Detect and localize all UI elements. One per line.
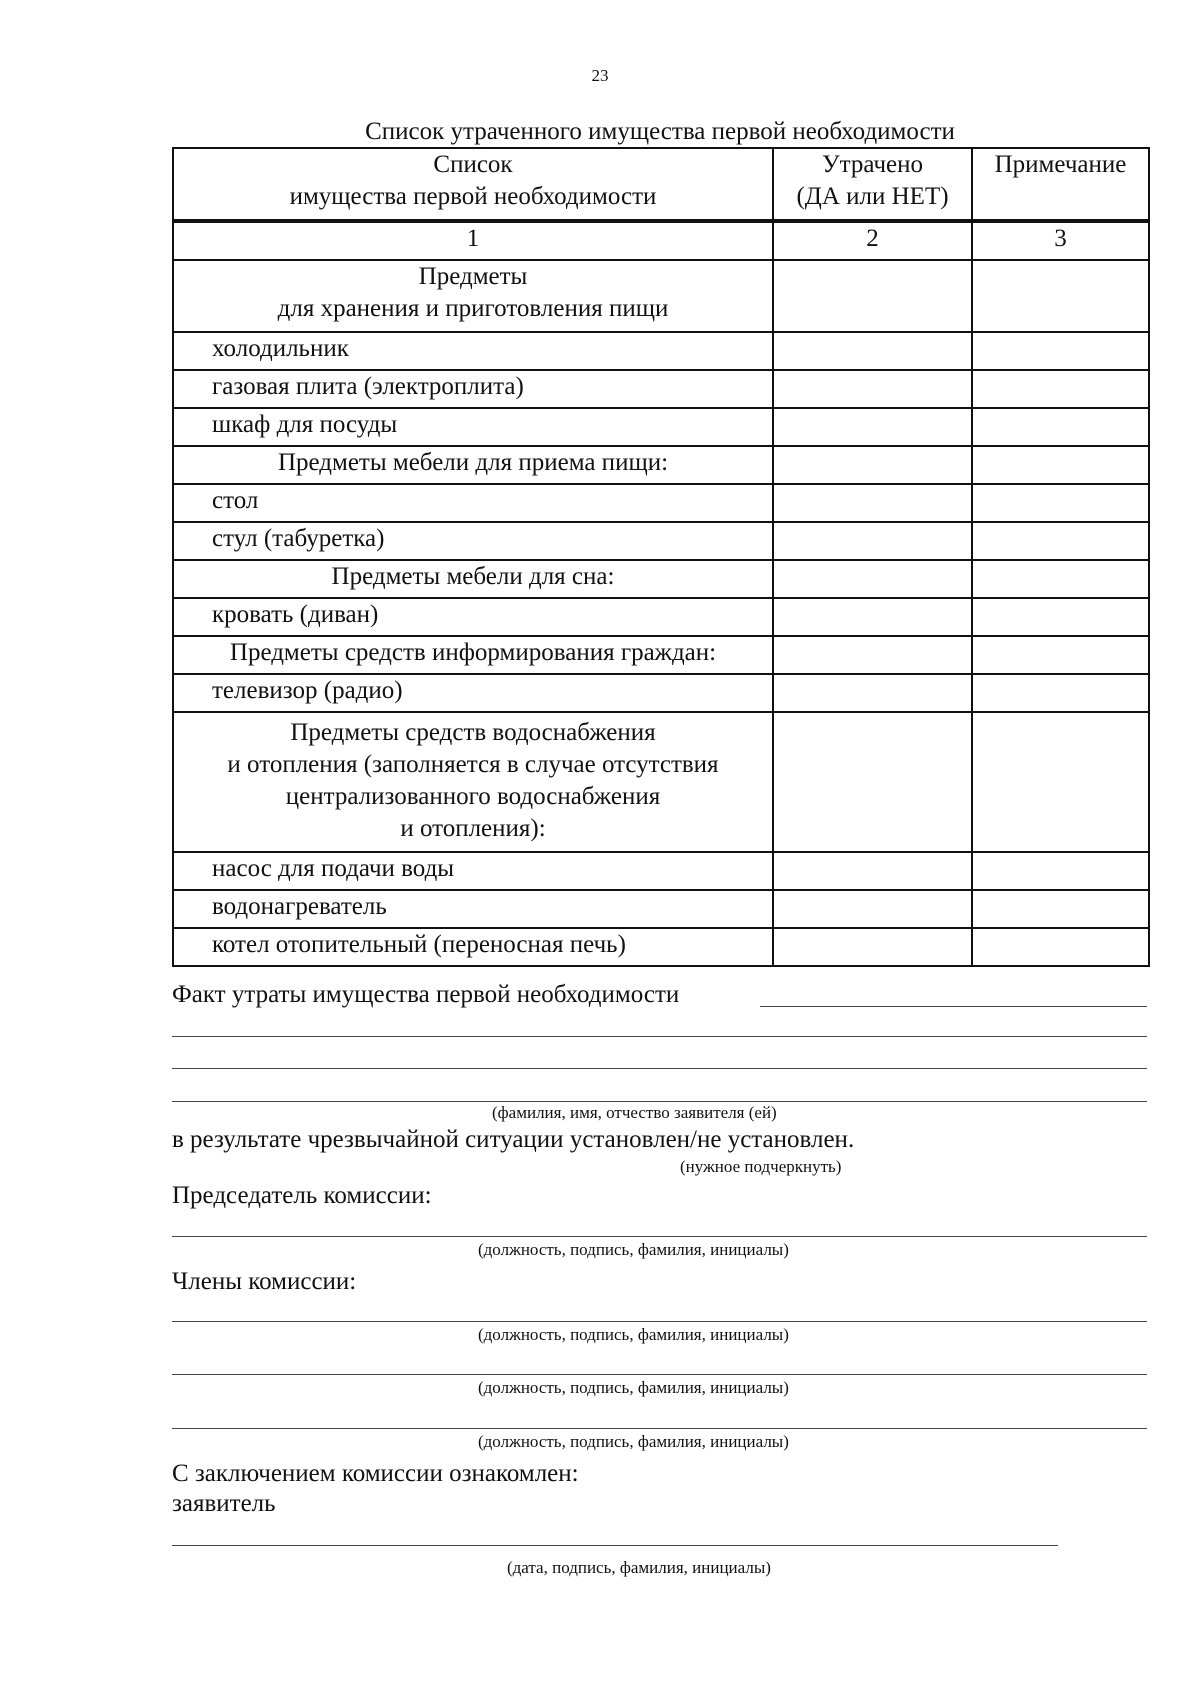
member-signature-line-1[interactable]	[172, 1321, 1147, 1322]
lost-cell[interactable]	[773, 484, 972, 522]
table-row	[173, 408, 1149, 446]
table-row	[173, 260, 1149, 332]
table-row	[173, 446, 1149, 484]
applicant-label: заявитель	[172, 1490, 276, 1517]
fact-caption: (фамилия, имя, отчество заявителя (ей)	[492, 1103, 777, 1122]
fact-input-line[interactable]	[760, 1006, 1147, 1007]
note-cell[interactable]	[972, 928, 1149, 966]
header-list: Список имущества первой необходимости	[173, 148, 773, 221]
table-row	[173, 332, 1149, 370]
item-label: телевизор (радио)	[173, 674, 773, 712]
document-title: Список утраченного имущества первой необходимости	[365, 118, 955, 145]
lost-cell[interactable]	[773, 890, 972, 928]
member-caption-1: (должность, подпись, фамилия, инициалы)	[478, 1325, 789, 1344]
member-signature-line-3[interactable]	[172, 1428, 1147, 1429]
item-label: водонагреватель	[173, 890, 773, 928]
table-row	[173, 712, 1149, 852]
table-row	[173, 636, 1149, 674]
note-cell[interactable]	[972, 712, 1149, 852]
table-header-row	[173, 148, 1149, 221]
note-cell[interactable]	[972, 332, 1149, 370]
result-text: в результате чрезвычайной ситуации установлен/не установлен.	[172, 1126, 855, 1153]
category-label: Предметы средств водоснабжения и отопления (заполняется в случае отсутствия централизованного водоснабжения и отопления):	[173, 712, 773, 852]
lost-cell[interactable]	[773, 598, 972, 636]
header-lost: Утрачено (ДА или НЕТ)	[773, 148, 972, 221]
note-cell[interactable]	[972, 852, 1149, 890]
lost-cell[interactable]	[773, 560, 972, 598]
item-label: стул (табуретка)	[173, 522, 773, 560]
header-note: Примечание	[972, 148, 1149, 221]
column-number: 3	[972, 221, 1149, 260]
item-label: газовая плита (электроплита)	[173, 370, 773, 408]
applicant-caption: (дата, подпись, фамилия, инициалы)	[507, 1558, 771, 1577]
lost-cell[interactable]	[773, 408, 972, 446]
table-row	[173, 598, 1149, 636]
lost-cell[interactable]	[773, 332, 972, 370]
note-cell[interactable]	[972, 560, 1149, 598]
table-row	[173, 890, 1149, 928]
category-label: Предметы для хранения и приготовления пищи	[173, 260, 773, 332]
item-label: котел отопительный (переносная печь)	[173, 928, 773, 966]
note-cell[interactable]	[972, 408, 1149, 446]
item-label: холодильник	[173, 332, 773, 370]
item-label: кровать (диван)	[173, 598, 773, 636]
category-label: Предметы мебели для сна:	[173, 560, 773, 598]
table-row	[173, 370, 1149, 408]
lost-cell[interactable]	[773, 852, 972, 890]
lost-cell[interactable]	[773, 370, 972, 408]
fact-input-line-3[interactable]	[172, 1068, 1147, 1069]
applicant-signature-line[interactable]	[172, 1545, 1058, 1546]
member-signature-line-2[interactable]	[172, 1374, 1147, 1375]
note-cell[interactable]	[972, 484, 1149, 522]
column-number-row	[173, 221, 1149, 260]
note-cell[interactable]	[972, 636, 1149, 674]
column-number: 2	[773, 221, 972, 260]
table-row	[173, 560, 1149, 598]
lost-cell[interactable]	[773, 260, 972, 332]
lost-cell[interactable]	[773, 446, 972, 484]
table-row	[173, 852, 1149, 890]
note-cell[interactable]	[972, 674, 1149, 712]
members-label: Члены комиссии:	[172, 1268, 357, 1295]
note-cell[interactable]	[972, 522, 1149, 560]
page-number: 23	[591, 66, 609, 85]
note-cell[interactable]	[972, 370, 1149, 408]
column-number: 1	[173, 221, 773, 260]
chairman-caption: (должность, подпись, фамилия, инициалы)	[478, 1240, 789, 1259]
lost-cell[interactable]	[773, 928, 972, 966]
fact-input-line-2[interactable]	[172, 1036, 1147, 1037]
note-cell[interactable]	[972, 446, 1149, 484]
table-row	[173, 522, 1149, 560]
chairman-label: Председатель комиссии:	[172, 1182, 432, 1209]
item-label: шкаф для посуды	[173, 408, 773, 446]
lost-cell[interactable]	[773, 636, 972, 674]
result-note: (нужное подчеркнуть)	[680, 1157, 842, 1176]
note-cell[interactable]	[972, 890, 1149, 928]
lost-cell[interactable]	[773, 674, 972, 712]
table-row	[173, 928, 1149, 966]
item-label: стол	[173, 484, 773, 522]
category-label: Предметы мебели для приема пищи:	[173, 446, 773, 484]
property-table	[172, 147, 1150, 967]
acquainted-label: С заключением комиссии ознакомлен:	[172, 1460, 579, 1487]
fact-label: Факт утраты имущества первой необходимости	[172, 981, 680, 1008]
chairman-signature-line[interactable]	[172, 1236, 1147, 1237]
note-cell[interactable]	[972, 598, 1149, 636]
item-label: насос для подачи воды	[173, 852, 773, 890]
lost-cell[interactable]	[773, 712, 972, 852]
category-label: Предметы средств информирования граждан:	[173, 636, 773, 674]
member-caption-3: (должность, подпись, фамилия, инициалы)	[478, 1432, 789, 1451]
table-row	[173, 484, 1149, 522]
table-row	[173, 674, 1149, 712]
lost-cell[interactable]	[773, 522, 972, 560]
member-caption-2: (должность, подпись, фамилия, инициалы)	[478, 1378, 789, 1397]
note-cell[interactable]	[972, 260, 1149, 332]
fact-input-line-4[interactable]	[172, 1101, 1147, 1102]
